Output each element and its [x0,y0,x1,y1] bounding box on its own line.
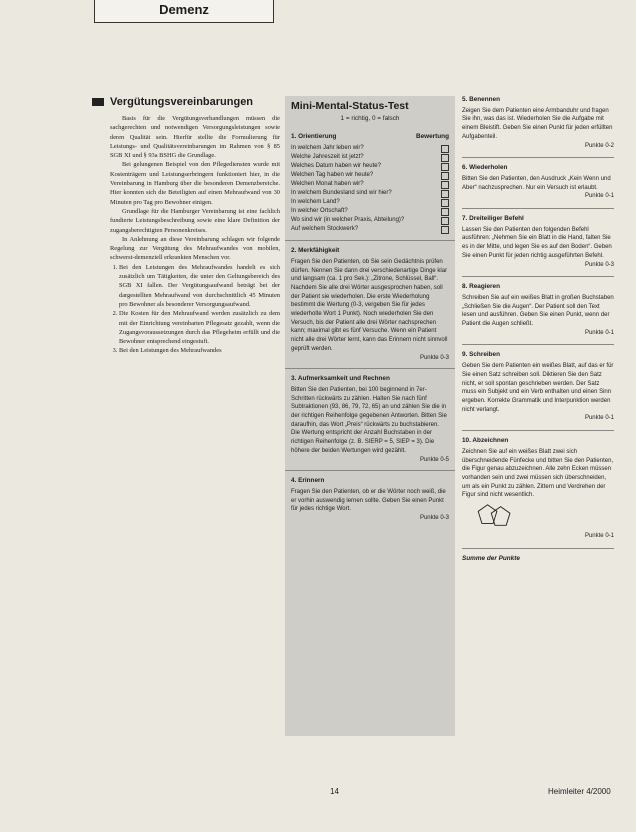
divider [285,368,455,369]
question-text: Auf welchem Stockwerk? [291,226,359,233]
body-paragraph: Basis für die Vergütungsverhandlungen müssen die sachgerechten und notwendigen Versorgungsleistungen sowie deren Qualität sein. Hierfür stellte die Formulierung für Leistungs- und Qualitätsvereinbarungen im Rahmen von § 85 SGB XI und § 93a BSHG die Grundlage. [110,115,280,160]
section-title: 4. Erinnern [291,477,325,485]
section-text: Fragen Sie den Patienten, ob Sie sein Gedächtnis prüfen dürfen. Nennen Sie dann drei verschiedenartige Dinge klar und langsam (ca. 1 pro Sek.): „Zitrone, Schlüssel, Ball“. Nachdem Sie alle drei Wörter ausgesprochen haben, soll der Patient sie wiederholen. Die erste Wiederholung bestimmt die Wertung (0-3, vergeben Sie für jedes wiederholte Wort 1 Punkt). Noch wiederholen Sie den Versuch, bis der Patient alle drei Wörter nachsprechen kann; maximal gibt es fünf Versuche. Wenn ein Patient nicht alle drei Wörter lernt, kann das Erinnern nicht sinnvoll geprüft werden. [291,258,448,352]
points-label: Punkte 0-1 [584,329,614,336]
checkbox [441,190,449,198]
section-tab [94,0,274,23]
mmst-section-naming [458,96,618,150]
question-row [291,144,449,153]
section-title: 5. Benennen [462,96,500,103]
points-label: Punkte 0-3 [419,515,449,522]
checkbox [441,181,449,189]
divider [462,344,614,345]
section-text: Bitten Sie den Patienten, bei 100 beginnend in 7er-Schritten rückwärts zu zählen. Halten Sie nach fünf Subtraktionen (93, 86, 79, 72, 65) an und zählen Sie die in der richtigen Reihenfolge gegebenen Antworten. Bitten Sie daraufhin, das Wort „Preis“ rückwärts zu buchstabieren. Die Wertung entspricht der Anzahl Buchstaben in der richtigen Reihenfolge (z. B. SIERP = 5, SIEP = 3). Die höhere der beiden Wertungen wird gezählt. [291,386,447,454]
divider [462,430,614,431]
mmst-section-repeat [458,164,618,201]
mmst-section-recall [285,477,455,523]
section-text: Zeichnen Sie auf ein weißes Blatt zwei sich überschneidende Fünfecke und bitten Sie den Patienten, die Figur genau abzuzeichnen. Alle zehn Ecken müssen vorhanden sein und zwei müssen sich überschneiden, um als ein Punkt zu zählen. Zittern und Verdrehen der Figur sind nicht wesentlich. [462,448,614,499]
journal-name: Heimleiter 4/2000 [548,787,611,796]
mmst-title: Mini-Mental-Status-Test [291,100,409,112]
body-paragraph: In Anlehnung an diese Vereinbarung schlagen wir folgende Regelung zur Vergütung des Mehraufwandes von mobilen, schwerst-demenziell erkrankten Menschen vor. [110,235,280,262]
question-text: Welche Jahreszeit ist jetzt? [291,154,364,161]
checkbox [441,199,449,207]
section-title: 10. Abzeichnen [462,437,509,445]
body-list-item: 1. Bei den Leistungen des Mehraufwandes handelt es sich zusätzlich um Tätigkeiten, die unter den Geltungsbereich des SGB XI fallen. Der Vergütungsaufwand beträgt bei der dargestellten Mehraufwand von durchschnittlich 45 Minuten pro Bewohner als besonderer Versorgungsaufwand. [119,263,280,309]
body-list-item: 2. Die Kosten für den Mehraufwand werden zusätzlich zu dem mit der Einrichtung vereinbarten Pflegesatz gezahlt, wenn die Zugangsvoraussetzungen durch das Pflegeheim erfüllt und die Bewohner entsprechend eingestuft. [119,309,280,346]
section-title: 8. Reagieren [462,283,501,291]
section-text: Lassen Sie den Patienten den folgenden Befehl ausführen: „Nehmen Sie ein Blatt in die Hand, falten Sie es in der Mitte, und legen Sie es auf den Boden“. Geben Sie einen Punkt für jeden richtig ausgeführten Befehl. [462,226,612,259]
section-text: Fragen Sie den Patienten, ob er die Wörter noch weiß, die er vorhin auswendig lernen sollte. Geben Sie einen Punkt für jedes richtige Wort. [291,488,446,513]
mmst-legend: 1 = richtig, 0 = falsch [340,114,400,122]
section-tab-label: Demenz [159,2,209,17]
section-title: 9. Schreiben [462,351,501,359]
divider [462,208,614,209]
page-number: 14 [330,787,339,796]
question-row [291,207,449,216]
question-row [291,216,449,225]
checkbox [441,217,449,225]
mmst-box [285,96,455,736]
question-row [291,153,449,162]
section-text: Schreiben Sie auf ein weißes Blatt in großen Buchstaben „Schließen Sie die Augen“. Der Patient soll den Text lesen und ausführen. Geben Sie einen Punkt, wenn der Patient die Augen schließt. [462,294,614,328]
checkbox [441,208,449,216]
points-label: Punkte 0-1 [584,193,614,200]
heading-marker-icon [92,98,104,106]
section-title: 7. Dreiteiliger Befehl [462,215,524,223]
body-paragraph: Bei gelungenen Beispiel von den Pflegediensten wurde mit Kostenträgern und Leistungserbringern funktioniert hier, in die Vereinbarung in Hamburg über die besonderen Demenzbereiche. Hier konnten sich die Beteiligten auf einen Mehraufwand von 30 Minuten pro Tag pro Bewohner einigen. [110,161,280,206]
body-list-item: 3. Bei den Leistungen des Mehraufwandes [119,346,280,355]
section-title: 3. Aufmerksamkeit und Rechnen [291,375,390,383]
section-title: 1. Orientierung [291,133,337,141]
question-text: Wo sind wir (in welcher Praxis, Abteilung)? [291,217,405,224]
body-list [110,263,280,356]
points-label: Punkte 0-3 [419,354,449,361]
article-body [110,114,280,754]
checkbox [441,172,449,180]
question-text: Welches Datum haben wir heute? [291,163,381,170]
section-title: 6. Wiederholen [462,164,508,172]
mmst-section-attention [285,375,455,464]
checkbox [441,154,449,162]
section-title: 2. Merkfähigkeit [291,247,340,255]
mmst-section-write [458,351,618,423]
points-label: Punkte 0-5 [419,456,449,463]
section-text: Zeigen Sie dem Patienten eine Armbanduhr und fragen Sie ihn, was das ist. Wiederholen Sie die Aufgabe mit einem Bleistift. Geben Sie einen Punkt für jeden erfüllten Aufgabenteil. [462,107,613,140]
mmst-section-command [458,215,618,269]
points-label: Punkte 0-3 [584,261,614,268]
body-paragraph: Grundlage für die Hamburger Vereinbarung ist eine fachlich fundierte Leistungsbeschreibung sowie eine klare Definition der zugangsberechtigten Personenkreises. [110,207,280,234]
question-row [291,198,449,207]
article-heading [92,96,253,108]
question-text: In welchem Bundesland sind wir hier? [291,190,392,197]
question-row [291,180,449,189]
question-text: In welcher Ortschaft? [291,208,348,215]
section-text: Geben Sie dem Patienten ein weißes Blatt, auf das er für Sie einen Satz schreiben soll. Diktieren Sie den Satz nicht, er soll spontan geschrieben werden. Der Satz muss ein Subjekt und ein Verb enthalten und einen Sinn ergeben. Korrekte Grammatik und Interpunktion werden nicht verlangt. [462,363,614,413]
score-label: Bewertung [415,133,449,141]
question-text: Welchen Tag haben wir heute? [291,172,374,179]
mmst-box-continued [458,96,618,736]
divider [285,470,455,471]
question-row [291,225,449,234]
points-label: Punkte 0-1 [584,415,614,422]
intersecting-pentagons-icon [476,502,514,530]
checkbox [441,226,449,234]
question-row [291,171,449,180]
question-row [291,189,449,198]
mmst-section-orientation [285,133,455,234]
pentagons-figure [476,502,614,530]
sum-label: Summe der Punkte [462,554,520,562]
points-label: Punkte 0-2 [584,142,614,149]
article-heading-text: Vergütungsvereinbarungen [110,96,254,108]
divider [285,240,455,241]
mmst-section-react [458,283,618,337]
divider [462,157,614,158]
question-text: In welchem Jahr leben wir? [291,145,364,152]
points-label: Punkte 0-1 [584,533,614,540]
question-text: Welchen Monat haben wir? [291,181,364,188]
divider [462,548,614,549]
divider [462,276,614,277]
section-text: Bitten Sie den Patienten, den Ausdruck „Kein Wenn und Aber“ nachzusprechen. Nur ein Versuch ist erlaubt. [462,175,611,191]
question-text: In welchem Land? [291,199,340,206]
checkbox [441,163,449,171]
mmst-section-copy [458,437,618,541]
checkbox [441,145,449,153]
question-row [291,162,449,171]
mmst-section-memory [285,247,455,362]
